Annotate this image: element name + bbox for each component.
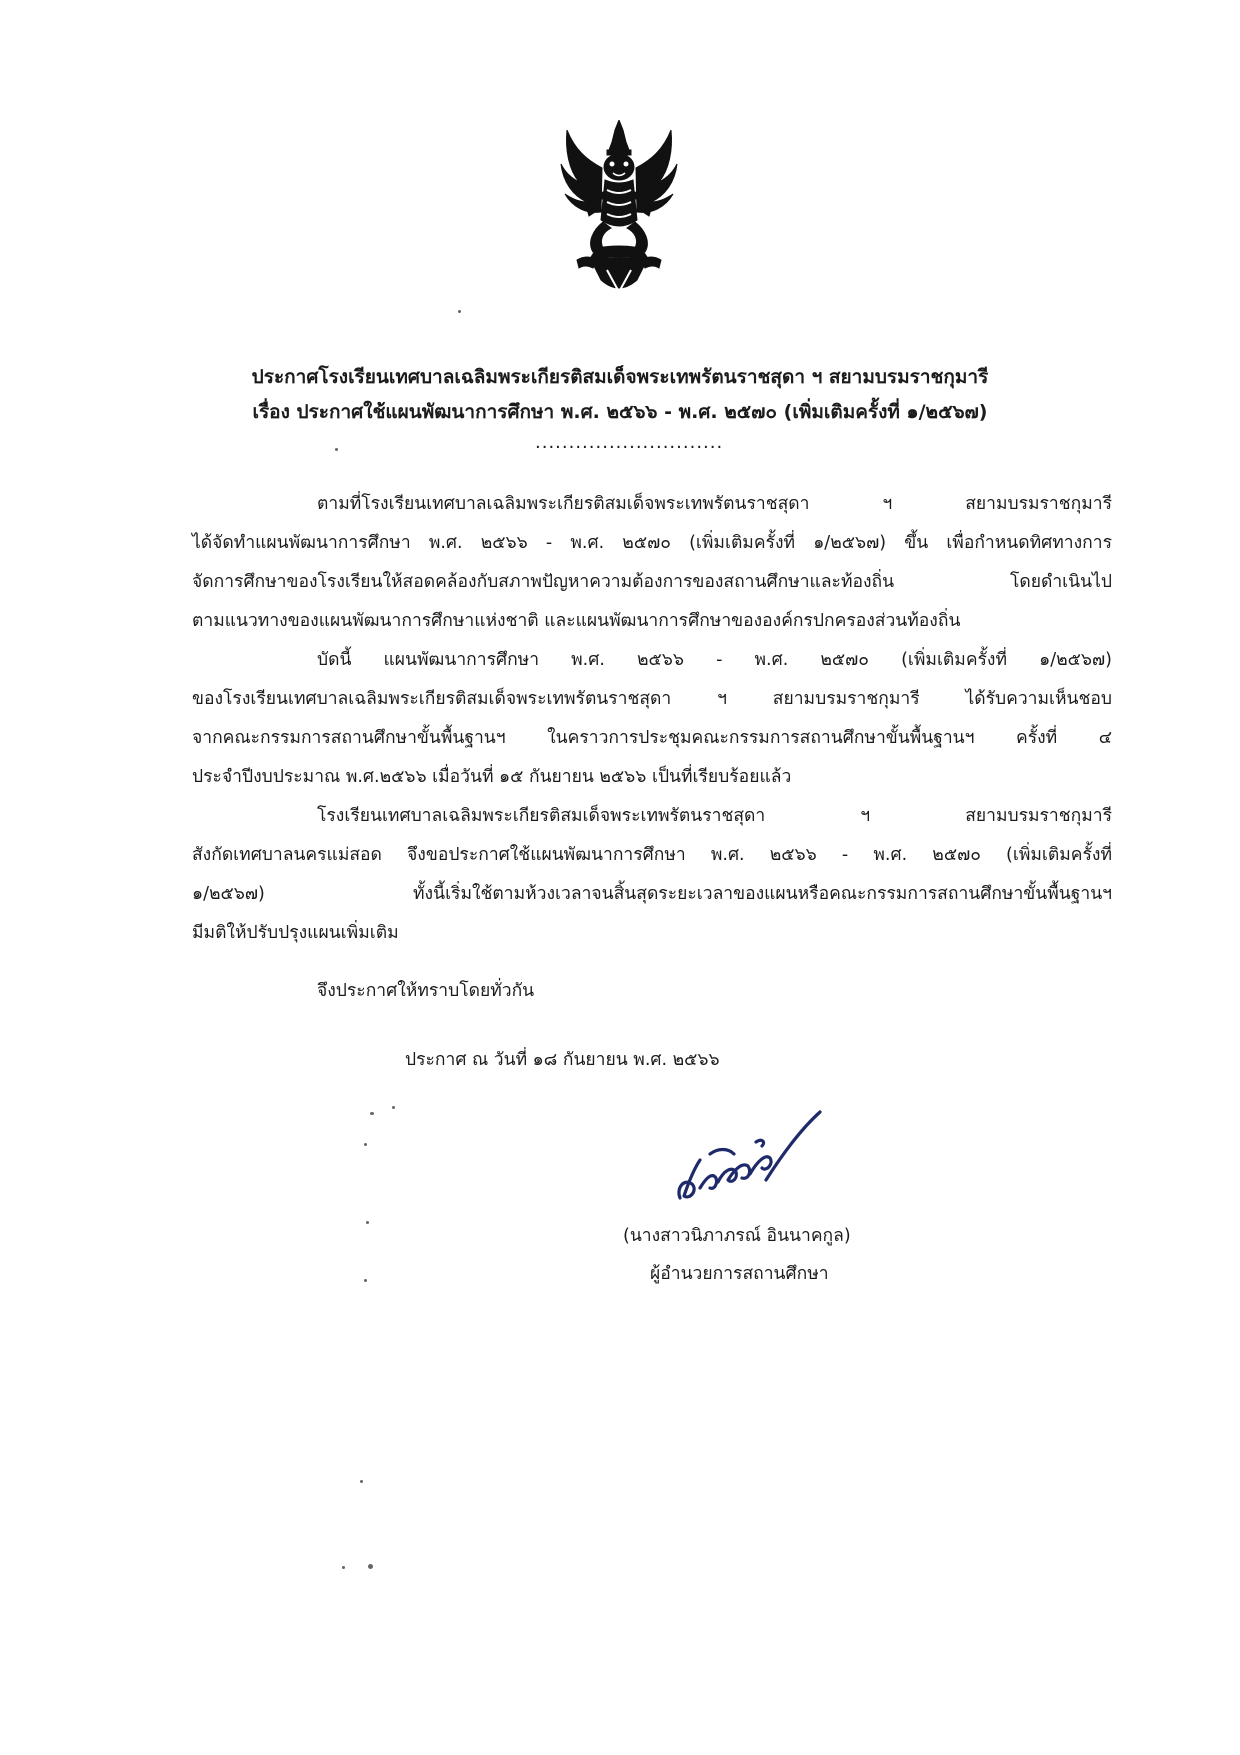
paragraph-1-line-4: ตามแนวทางของแผนพัฒนาการศึกษาแห่งชาติ และแผนพัฒนาการศึกษาขององค์กรปกครองส่วนท้องถิ่น <box>192 611 961 631</box>
garuda-emblem-icon <box>557 120 682 295</box>
paragraph-2-line-1: บัดนี้ แผนพัฒนาการศึกษา พ.ศ. ๒๕๖๖ - พ.ศ. ๒๕๗๐ (เพิ่มเติมครั้งที่ ๑/๒๕๖๗) <box>317 650 1112 670</box>
paragraph-1-line-1: ตามที่โรงเรียนเทศบาลเฉลิมพระเกียรติสมเด็จพระเทพรัตนราชสุดา ฯ สยามบรมราชกุมารี <box>317 494 1112 514</box>
scan-speck <box>342 1566 345 1569</box>
scan-speck <box>370 1112 374 1115</box>
handwritten-signature-icon <box>670 1108 830 1213</box>
paragraph-1-line-3: จัดการศึกษาของโรงเรียนให้สอดคล้องกับสภาพปัญหาความต้องการของสถานศึกษาและท้องถิ่น โดยดำเนินไป <box>192 572 1112 592</box>
scan-speck <box>366 1221 369 1224</box>
paragraph-2-line-2: ของโรงเรียนเทศบาลเฉลิมพระเกียรติสมเด็จพระเทพรัตนราชสุดา ฯ สยามบรมราชกุมารี ได้รับความเห็นชอบ <box>192 689 1112 709</box>
paragraph-3-line-4: มีมติให้ปรับปรุงแผนเพิ่มเติม <box>192 923 399 943</box>
paragraph-1-line-2: ได้จัดทำแผนพัฒนาการศึกษา พ.ศ. ๒๕๖๖ - พ.ศ. ๒๕๗๐ (เพิ่มเติมครั้งที่ ๑/๒๕๖๗) ขึ้น เพื่อกำหนดทิศทางการ <box>192 533 1112 553</box>
scan-speck <box>364 1279 367 1282</box>
paragraph-2-line-4: ประจำปีงบประมาณ พ.ศ.๒๕๖๖ เมื่อวันที่ ๑๕ กันยายน ๒๕๖๖ เป็นที่เรียบร้อยแล้ว <box>192 767 792 787</box>
paragraph-3-line-1: โรงเรียนเทศบาลเฉลิมพระเกียรติสมเด็จพระเทพรัตนราชสุดา ฯ สยามบรมราชกุมารี <box>317 806 1112 826</box>
announcement-title: ประกาศโรงเรียนเทศบาลเฉลิมพระเกียรติสมเด็จพระเทพรัตนราชสุดา ฯ สยามบรมราชกุมารี <box>251 366 989 388</box>
paragraph-3-line-2: สังกัดเทศบาลนครแม่สอด จึงขอประกาศใช้แผนพัฒนาการศึกษา พ.ศ. ๒๕๖๖ - พ.ศ. ๒๕๗๐ (เพิ่มเติมครั้งที่ <box>192 845 1112 865</box>
paragraph-3-line-3: ๑/๒๕๖๗) ทั้งนี้เริ่มใช้ตามห้วงเวลาจนสิ้นสุดระยะเวลาของแผนหรือคณะกรรมการสถานศึกษาขั้นพื้นฐานฯ <box>192 884 1112 904</box>
closing-announce: จึงประกาศให้ทราบโดยทั่วกัน <box>317 981 535 1001</box>
announcement-subject: เรื่อง ประกาศใช้แผนพัฒนาการศึกษา พ.ศ. ๒๕๖๖ - พ.ศ. ๒๕๗๐ (เพิ่มเติมครั้งที่ ๑/๒๕๖๗) <box>252 401 988 423</box>
signatory-position: ผู้อำนวยการสถานศึกษา <box>650 1264 829 1284</box>
announcement-date: ประกาศ ณ วันที่ ๑๘ กันยายน พ.ศ. ๒๕๖๖ <box>405 1050 720 1070</box>
scan-speck <box>364 1143 367 1146</box>
title-separator: ............................ <box>535 432 724 453</box>
paragraph-2-line-3: จากคณะกรรมการสถานศึกษาขั้นพื้นฐานฯ ในคราวการประชุมคณะกรรมการสถานศึกษาขั้นพื้นฐานฯ ครั้งที่ ๔ <box>192 728 1112 748</box>
scan-speck <box>360 1480 363 1483</box>
scan-speck <box>458 310 461 313</box>
signatory-name: (นางสาวนิภาภรณ์ อินนาคกูล) <box>623 1226 851 1246</box>
scan-speck <box>335 448 338 451</box>
scan-speck <box>392 1106 395 1109</box>
scan-speck <box>368 1564 373 1569</box>
